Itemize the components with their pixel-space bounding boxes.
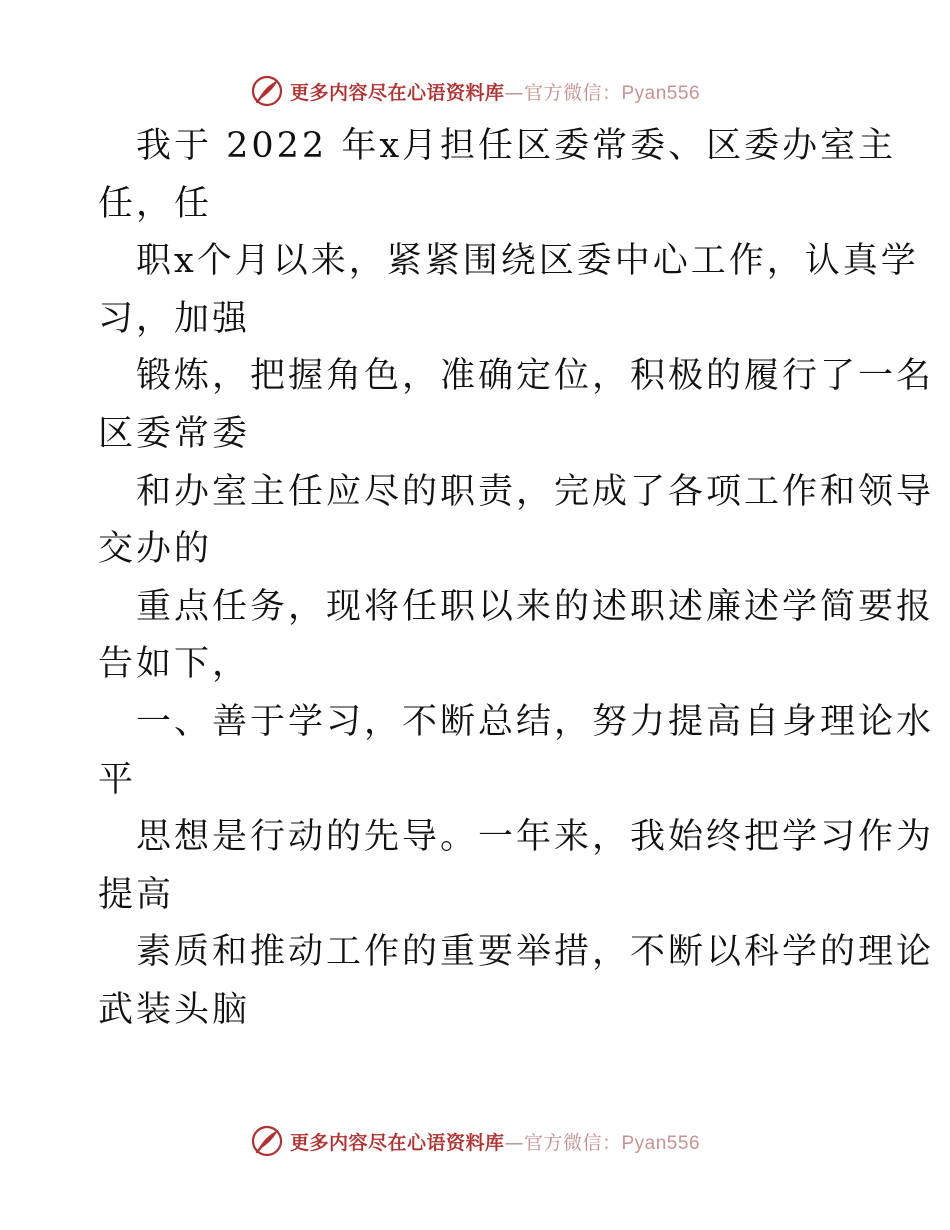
header-wechat-label: 官方微信： — [523, 81, 622, 104]
section-heading: 一、善于学习，不断总结，努力提高自身理论水 — [136, 701, 935, 742]
body-line: 武装头脑 — [98, 989, 251, 1030]
header-banner — [0, 71, 950, 111]
header-banner-highlight: 更多内容尽在心语资料库 — [289, 81, 505, 104]
quill-pen-icon — [250, 1124, 284, 1158]
body-line: 我于 2022 年x月担任区委常委、区委办室主 — [136, 126, 897, 166]
footer-banner-dash: — — [504, 1131, 524, 1154]
body-line: 思想是行动的先导。一年来，我始终把学习作为 — [136, 817, 935, 858]
body-line: 锻炼，把握角色，准确定位，积极的履行了一名 — [136, 356, 935, 397]
body-text — [98, 118, 935, 1040]
body-line: 习，加强 — [98, 298, 251, 339]
footer-banner — [0, 1121, 950, 1161]
body-line: 告如下， — [98, 644, 251, 685]
quill-pen-icon — [250, 74, 284, 108]
body-line: 提高 — [98, 874, 175, 915]
footer-wechat-id: Pyan556 — [621, 1132, 701, 1154]
body-line: 素质和推动工作的重要举措，不断以科学的理论 — [136, 932, 935, 973]
body-line: 重点任务，现将任职以来的述职述廉述学简要报 — [136, 586, 935, 627]
section-heading-cont: 平 — [98, 759, 137, 800]
header-banner-dash: — — [504, 81, 524, 104]
body-line: 区委常委 — [98, 413, 251, 454]
header-wechat-id: Pyan556 — [621, 82, 701, 104]
body-line: 任，任 — [98, 183, 213, 224]
footer-wechat-label: 官方微信： — [523, 1131, 622, 1154]
body-line: 职x个月以来，紧紧围绕区委中心工作，认真学 — [136, 241, 919, 282]
body-line: 和办室主任应尽的职责，完成了各项工作和领导 — [136, 471, 935, 512]
footer-banner-highlight: 更多内容尽在心语资料库 — [289, 1131, 505, 1154]
footer-banner-text — [290, 1128, 700, 1155]
body-line: 交办的 — [98, 529, 213, 570]
header-banner-text — [290, 78, 700, 105]
